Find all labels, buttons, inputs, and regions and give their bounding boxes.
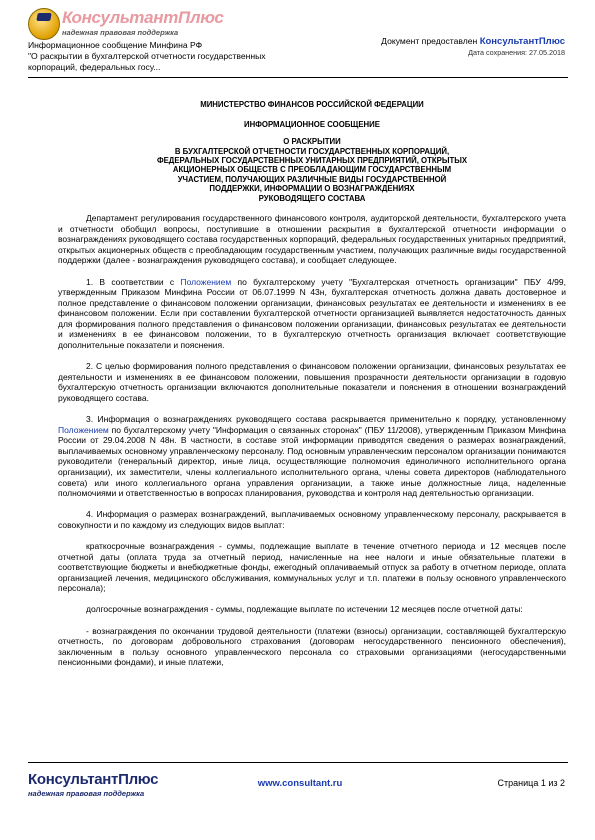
intro-paragraph: Департамент регулирования государственного финансового контроля, аудиторской деятельности, бухгалтерского учета и отчетности обобщил вопросы, поступившие в отношении раскрытия в бухгалтерской отчетности информации о вознаграждениях руководящего состава государственных корпораций, федеральных государственных унитарных предприятий, открытых акционерных обществ с преобладающим государственным участием, получающих различные виды государственной поддержки (далее - вознаграждения руководящего состава), и сообщает следующее. <box>58 213 566 266</box>
paragraph-2: 2. С целью формирования полного представления о финансовом положении организации, финансовых результатах ее деятельности и изменениях в ее финансовом положении, повышения прозрачности деятельности организации в годовую бухгалтерскую отчетность организации включаются дополнительные показатели и пояснения в отношении вознаграждений руководящего состава. <box>58 361 566 403</box>
footer-divider <box>28 762 568 763</box>
page-number: Страница 1 из 2 <box>497 778 565 788</box>
logo-emblem-icon <box>28 8 60 40</box>
message-kind-title: ИНФОРМАЦИОННОЕ СООБЩЕНИЕ <box>244 119 380 129</box>
provider-info <box>381 36 565 58</box>
footer-logo-name: КонсультантПлюс <box>28 771 159 788</box>
header-divider <box>28 77 568 78</box>
regulation-link-pbu-4-99[interactable]: Положением <box>180 276 232 287</box>
provider-brand-link[interactable]: КонсультантПлюс <box>479 36 565 47</box>
footer-logo <box>28 771 158 798</box>
document-type: Информационное сообщение Минфина РФ <box>28 40 203 50</box>
footer-site-link[interactable]: www.consultant.ru <box>257 778 343 789</box>
document-header-info <box>28 40 288 73</box>
logo-name: КонсультантПлюс <box>62 8 224 27</box>
regulation-link-pbu-11-2008[interactable]: Положением <box>58 424 109 435</box>
paragraph-3: 3. Информация о вознаграждениях руководящего состава раскрывается применительно к порядку, установленному Положением по бухгалтерскому учету "Информация о связанных сторонах" (ПБУ 11/2008), утвержденным Приказом Минфина России от 29.04.2008 N 48н. В частности, в составе этой информации приводятся сведения о размерах вознаграждений, выплачиваемых основному управленческому персоналу. Под основным управленческим персоналом организации понимаются руководители (генеральный директор, иные лица, осуществляющие полномочия единоличного исполнительного органа организации), их заместители, члены коллегиального исполнительного органа, члены совета директоров (наблюдательного совета) или иного коллегиального органа управления организации, а также иные должностные лица, наделенные полномочиями и ответственностью в вопросах планирования, руководства и контроля над деятельностью организации. <box>58 414 566 499</box>
provided-by: Документ предоставлен КонсультантПлюс <box>381 36 565 47</box>
document-body <box>58 100 566 668</box>
subject-title: О РАСКРЫТИИ В БУХГАЛТЕРСКОЙ ОТЧЕТНОСТИ ГОСУДАРСТВЕННЫХ КОРПОРАЦИЙ, ФЕДЕРАЛЬНЫХ ГОСУДАРСТВЕННЫХ УНИТАРНЫХ ПРЕДПРИЯТИЙ, ОТКРЫТЫХ АКЦИОНЕРНЫХ ОБЩЕСТВ С ПРЕОБЛАДАЮЩИМ ГОСУДАРСТВЕННЫМ УЧАСТИЕМ, ПОЛУЧАЮЩИХ РАЗЛИЧНЫЕ ВИДЫ ГОСУДАРСТВЕННОЙ ПОДДЕРЖКИ, ИНФОРМАЦИИ О ВОЗНАГРАЖДЕНИЯХ РУКОВОДЯЩЕГО СОСТАВА <box>156 137 468 203</box>
save-date: Дата сохранения: 27.05.2018 <box>468 48 565 57</box>
ministry-title: МИНИСТЕРСТВО ФИНАНСОВ РОССИЙСКОЙ ФЕДЕРАЦИИ <box>200 100 424 109</box>
consultant-logo <box>28 6 224 44</box>
paragraph-short-term: краткосрочные вознаграждения - суммы, подлежащие выплате в течение отчетного периода и 12 месяцев после отчетной даты (оплата труда за отчетный период, начисленные на нее налоги и иные обязательные платежи в соответствующие бюджеты и внебюджетные фонды, ежегодный оплачиваемый отпуск за работу в отчетном периоде, оплата организацией лечения, медицинского обслуживания, коммунальных услуг и т.п. платежи в пользу основного управленческого персонала); <box>58 540 566 594</box>
paragraph-4: 4. Информация о размерах вознаграждений, выплачиваемых основному управленческому персоналу, раскрывается в совокупности и по каждому из следующих видов выплат: <box>58 509 566 530</box>
paragraph-post-employment: - вознаграждения по окончании трудовой деятельности (платежи (взносы) организации, составляющей бухгалтерскую отчетность, по договорам добровольного страхования (договорам негосударственного пенсионного обеспечения), заключенным в пользу основного управленческого персонала со страховыми организациями (негосударственными пенсионными фондами), и иные платежи, <box>58 625 566 668</box>
paragraph-long-term: долгосрочные вознаграждения - суммы, подлежащие выплате по истечении 12 месяцев после отчетной даты: <box>86 604 523 615</box>
document-short-title: "О раскрытии в бухгалтерской отчетности государственных корпораций, федеральных госу... <box>28 51 266 72</box>
footer-logo-tagline: надежная правовая поддержка <box>28 789 145 798</box>
paragraph-1: 1. В соответствии с Положением по бухгалтерскому учету "Бухгалтерская отчетность организации" ПБУ 4/99, утвержденным Приказом Минфина России от 06.07.1999 N 43н, бухгалтерская отчетность должна давать достоверное и полное представление о финансовом положении организации, финансовых результатах ее деятельности и изменениях в ее финансовом положении. Если при составлении бухгалтерской отчетности организацией выявляется недостаточность данных для формирования полного представления о финансовом положении организации, финансовых результатах ее деятельности и изменениях в ее финансовом положении, то в бухгалтерскую отчетность организация включает соответствующие дополнительные показатели и пояснения. <box>58 276 566 351</box>
logo-tagline: надежная правовая поддержка <box>62 28 179 37</box>
